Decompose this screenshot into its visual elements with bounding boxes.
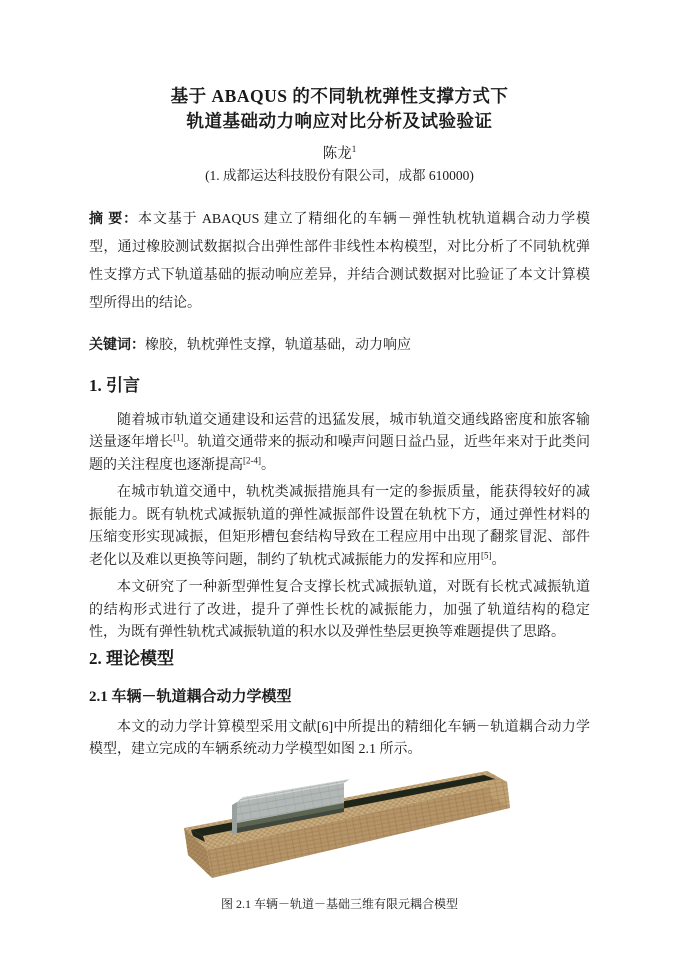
author-name: 陈龙 — [322, 145, 352, 162]
affiliation: (1. 成都运达科技股份有限公司，成都 610000) — [205, 167, 474, 183]
paper-content — [89, 0, 590, 912]
keywords-label: 关键词： — [89, 337, 145, 353]
text-run: 随着城市轨道交通建设和运营的迅猛发展，城市轨道交通线路密度和旅客输送量逐年增长 — [89, 412, 590, 451]
train-left-end-face — [232, 802, 237, 835]
text-run: 。 — [491, 552, 506, 568]
section-heading-theory: 2. 理论模型 — [89, 648, 174, 668]
intro-paragraph-3: 本文研究了一种新型弹性复合支撑长枕式减振轨道，对既有长枕式减振轨道的结构形式进行了改进，提升了弹性长枕的减振能力，加强了轨道结构的稳定性，为既有弹性轨枕式减振轨道的积水以及弹性垫层更换等难题提供了思路。 — [89, 580, 590, 641]
subsection-heading-vehicle-track-model: 2.1 车辆－轨道耦合动力学模型 — [89, 688, 292, 705]
intro-paragraph-2 — [89, 482, 590, 572]
fem-model-figure — [169, 766, 511, 888]
theory-paragraph-1: 本文的动力学计算模型采用文献[6]中所提出的精细化车辆－轨道耦合动力学模型，建立完成的车辆系统动力学模型如图 2.1 所示。 — [89, 719, 590, 758]
keywords-line — [89, 332, 590, 360]
text-run: 在城市轨道交通中，轨枕类减振措施具有一定的参振质量，能获得较好的减振能力。既有轨枕式减振轨道的弹性减振部件设置在轨枕下方，通过弹性材料的压缩变形实现减振，但矩形槽包套结构导致在工程应用中出现了翻浆冒泥、部件老化以及难以更换等问题，制约了轨枕式减振能力的发挥和应用 — [89, 485, 590, 568]
author-superscript: 1 — [351, 144, 357, 154]
intro-paragraph-1 — [89, 410, 590, 478]
text-run: 。 — [261, 457, 275, 473]
citation-ref-2-4: [2-4] — [243, 455, 261, 466]
paper-title-line2: 轨道基础动力响应对比分析及试验验证 — [186, 111, 493, 131]
paper-title-line1: 基于 ABAQUS 的不同轨枕弹性支撑方式下 — [170, 86, 509, 106]
figure-2-1 — [89, 766, 590, 912]
abstract-label: 摘 要： — [89, 211, 138, 227]
abstract-text: 本文基于 ABAQUS 建立了精细化的车辆－弹性轨枕轨道耦合动力学模型，通过橡胶测试数据拟合出弹性部件非线性本构模型，对比分析了不同轨枕弹性支撑方式下轨道基础的振动响应差异，并结合测试数据对比验证了本文计算模型所得出的结论。 — [89, 211, 590, 311]
abstract-paragraph — [89, 206, 590, 318]
keywords-text: 橡胶，轨枕弹性支撑，轨道基础，动力响应 — [145, 337, 411, 353]
section-heading-introduction: 1. 引言 — [89, 375, 140, 395]
paper-title — [89, 84, 590, 134]
author-line — [89, 139, 590, 164]
text-run: 。轨道交通带来的振动和噪声问题日益凸显，近些年来对于此类问题的关注程度也逐渐提高 — [89, 435, 591, 473]
citation-ref-5: [5] — [481, 550, 492, 561]
citation-ref-1: [1] — [173, 432, 184, 443]
figure-caption: 图 2.1 车辆－轨道－基础三维有限元耦合模型 — [220, 896, 458, 911]
